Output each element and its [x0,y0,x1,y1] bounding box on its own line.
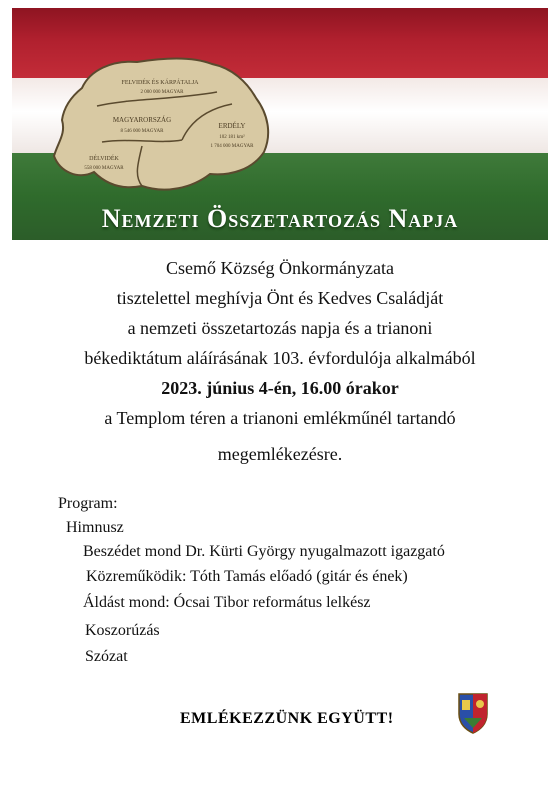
page-title: Nemzeti Összetartozás Napja [101,204,459,233]
map-label: ERDÉLY [218,122,246,130]
invitation-line: megemlékezésre. [217,444,343,464]
flag-header [12,8,548,240]
map-label: MAGYARORSZÁG [112,116,172,124]
map-label: 102 181 km² [219,135,245,140]
map-label: FELVIDÉK ÉS KÁRPÁTALJA [121,80,199,86]
map-label: 1 704 000 MAGYAR [210,144,254,149]
program-item: Szózat [85,648,128,665]
map-label: 558 000 MAGYAR [84,166,124,171]
map-label: 8 546 000 MAGYAR [120,129,164,134]
program-item: Koszorúzás [85,622,160,639]
program-item: Beszédet mond Dr. Kürti György nyugalmazott igazgató [83,543,445,560]
greater-hungary-map [42,48,292,198]
program-item: Közreműködik: Tóth Tamás előadó (gitár és ének) [86,568,408,585]
organizer-line: Csemő Község Önkormányzata [166,258,394,278]
invitation-line: a nemzeti összetartozás napja és a trianoni [127,318,433,338]
program-item: Áldást mond: Ócsai Tibor református lelkész [83,594,371,611]
invitation-line: tisztelettel meghívja Önt és Kedves Családját [116,288,444,308]
map-label: 2 000 000 MAGYAR [140,90,184,95]
coat-of-arms-icon [456,690,490,734]
venue-line: a Templom téren a trianoni emlékműnél tartandó [104,408,456,428]
closing-slogan: EMLÉKEZZÜNK EGYÜTT! [180,710,394,727]
invitation-text [0,253,560,469]
invitation-line: békediktátum aláírásának 103. évfordulója alkalmából [84,348,476,368]
event-date: 2023. június 4-én, 16.00 órakor [161,378,399,398]
program-item: Himnusz [66,519,124,536]
program-heading: Program: [58,495,118,512]
map-label: DÉLVIDÉK [89,156,119,162]
